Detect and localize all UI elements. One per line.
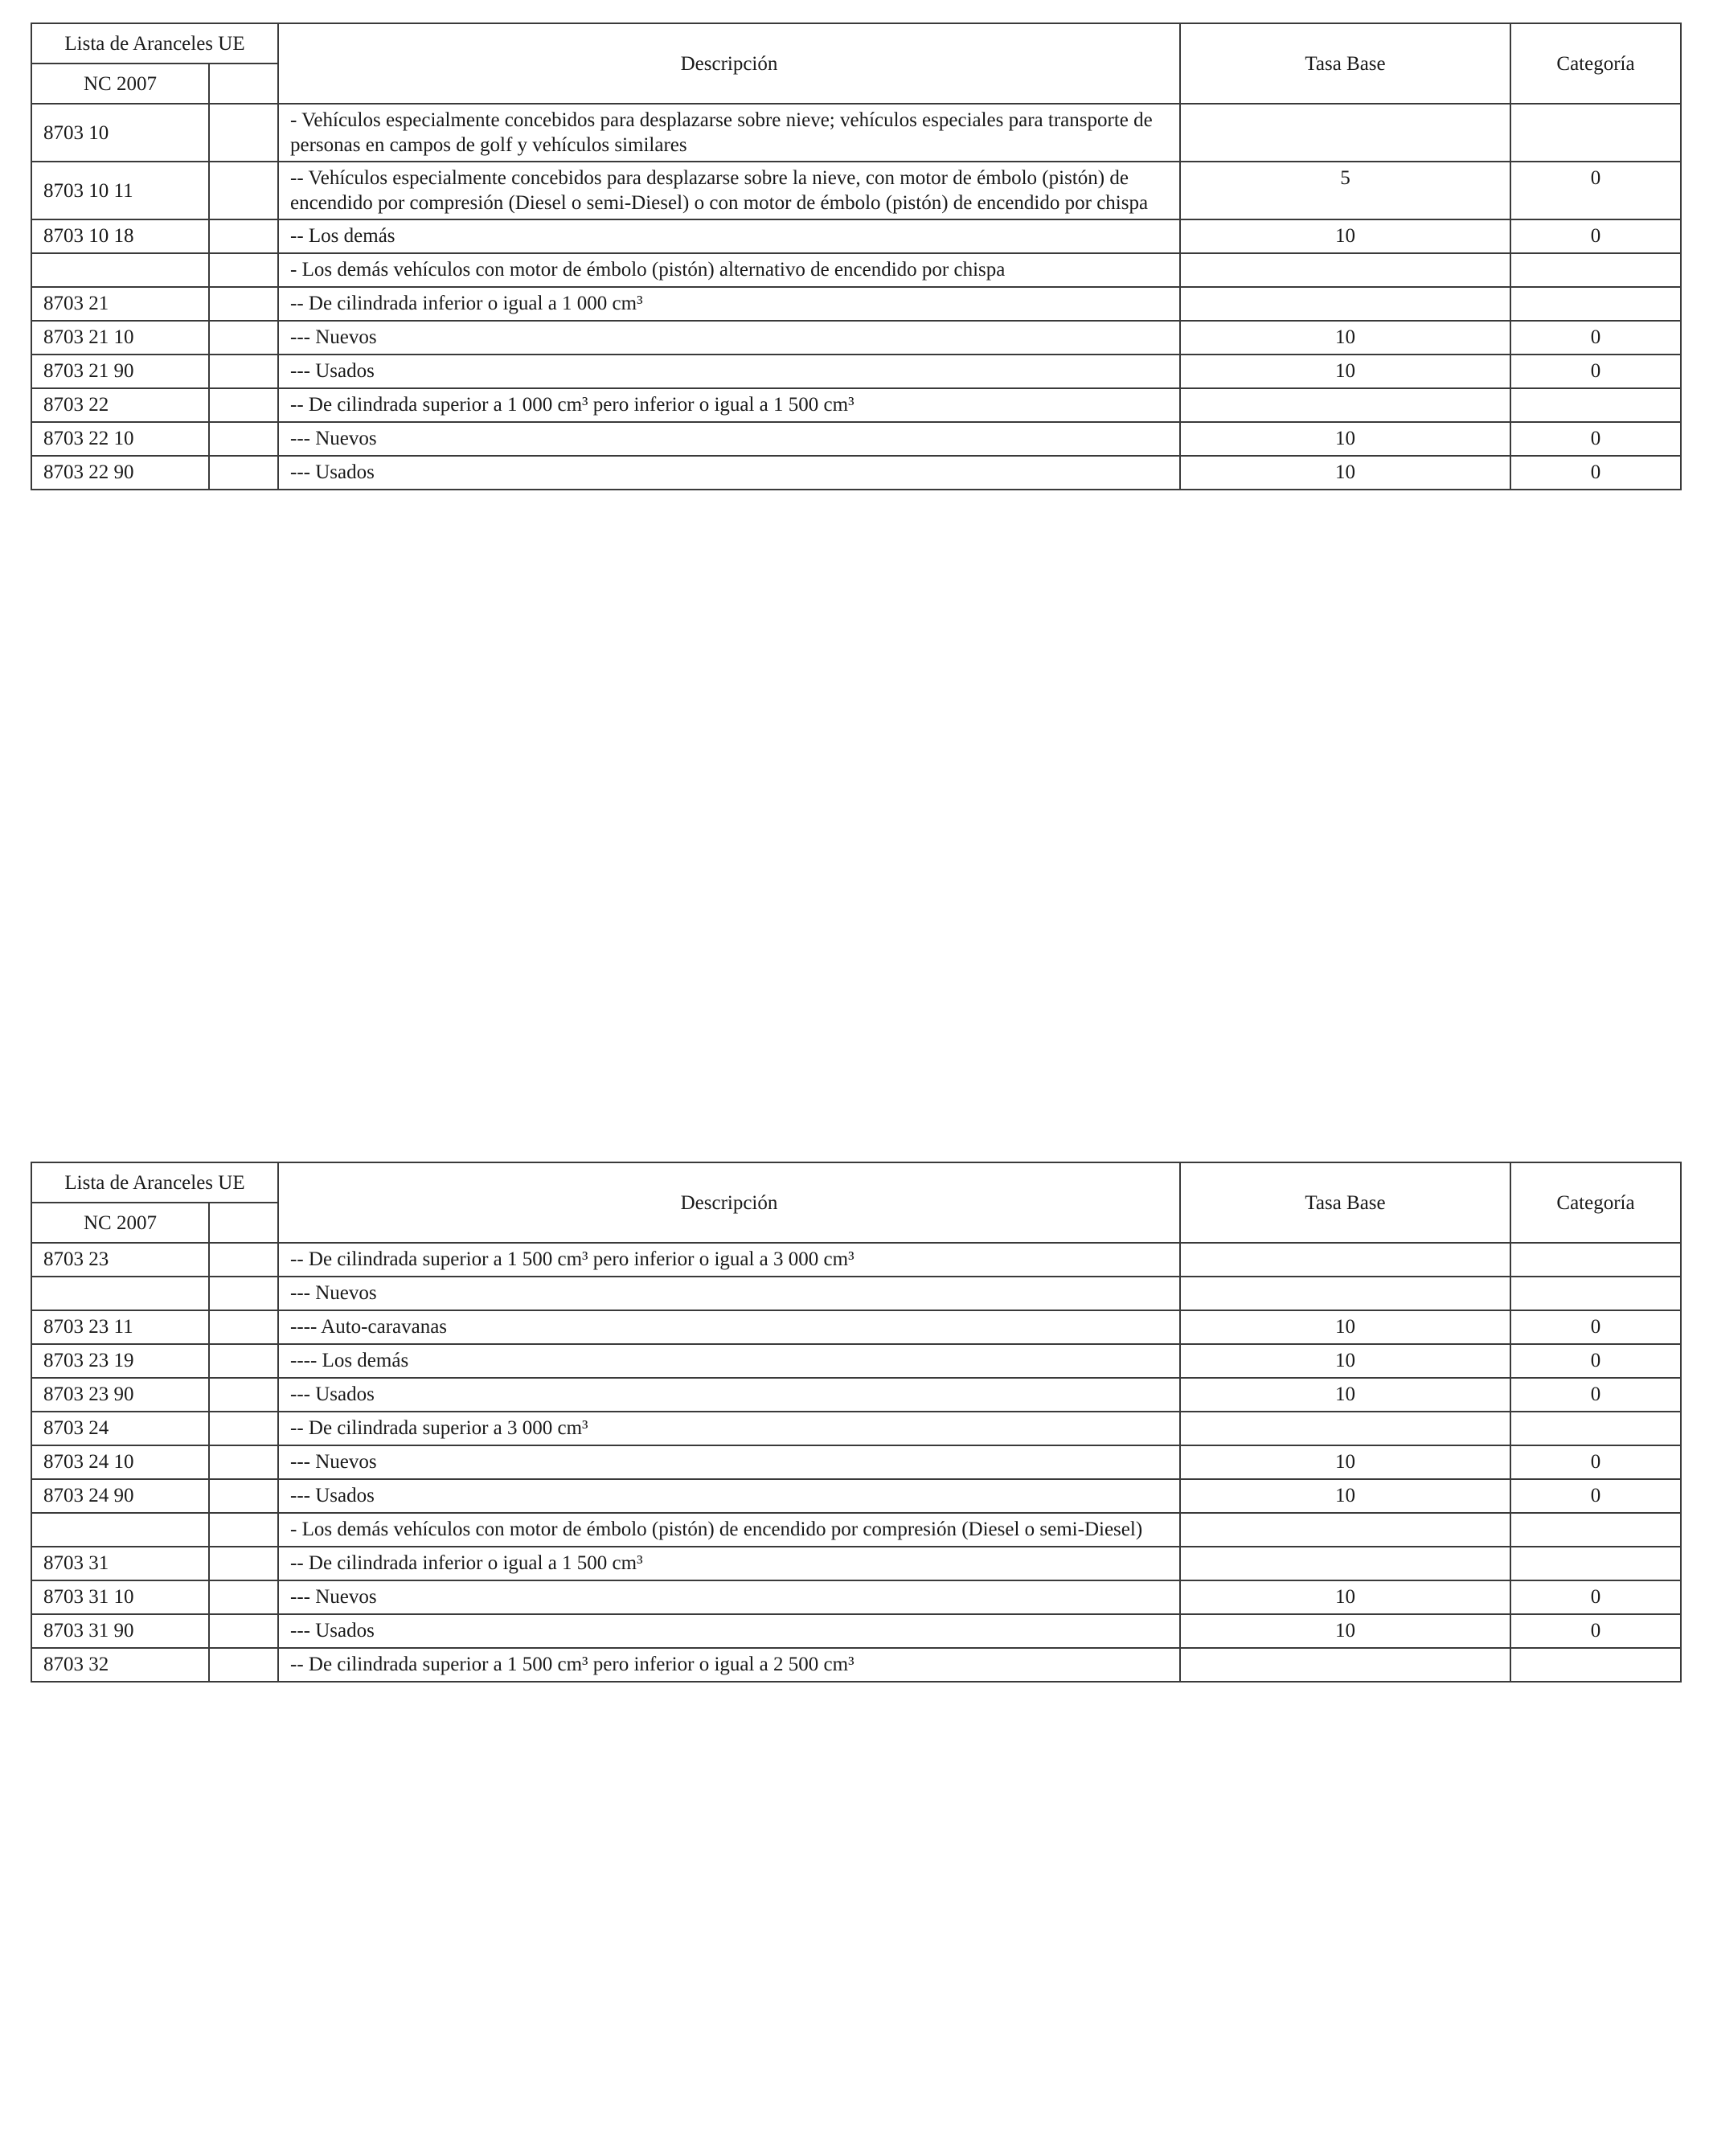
nc-code-cell: 8703 23 19	[31, 1344, 209, 1378]
nc-code-cell	[31, 1277, 209, 1310]
category-cell	[1510, 287, 1681, 321]
header-nc-label: NC 2007	[31, 1203, 209, 1243]
nc-extra-cell	[209, 1277, 278, 1310]
header-category: Categoría	[1510, 23, 1681, 104]
header-row-top	[31, 23, 1681, 64]
description-cell: --- Nuevos	[278, 1580, 1180, 1614]
nc-code-cell	[31, 1513, 209, 1547]
table-row	[31, 1310, 1681, 1344]
table-row	[31, 1378, 1681, 1412]
base-rate-cell	[1180, 253, 1510, 287]
nc-code-cell: 8703 10 18	[31, 219, 209, 253]
category-cell	[1510, 1513, 1681, 1547]
nc-extra-cell	[209, 1513, 278, 1547]
nc-extra-cell	[209, 287, 278, 321]
base-rate-cell: 10	[1180, 1378, 1510, 1412]
header-nc-blank	[209, 64, 278, 104]
category-cell: 0	[1510, 219, 1681, 253]
base-rate-cell: 10	[1180, 456, 1510, 490]
nc-extra-cell	[209, 253, 278, 287]
base-rate-cell: 10	[1180, 1580, 1510, 1614]
category-cell	[1510, 104, 1681, 162]
description-cell: --- Usados	[278, 456, 1180, 490]
nc-extra-cell	[209, 456, 278, 490]
description-cell: -- De cilindrada inferior o igual a 1 000 cm³	[278, 287, 1180, 321]
base-rate-cell	[1180, 1277, 1510, 1310]
nc-code-cell: 8703 23	[31, 1243, 209, 1277]
base-rate-cell	[1180, 1648, 1510, 1682]
base-rate-cell	[1180, 1243, 1510, 1277]
table-row	[31, 1513, 1681, 1547]
base-rate-cell: 10	[1180, 355, 1510, 388]
tariff-table-1-body	[31, 23, 1681, 490]
nc-extra-cell	[209, 1614, 278, 1648]
nc-extra-cell	[209, 422, 278, 456]
base-rate-cell: 10	[1180, 321, 1510, 355]
category-cell: 0	[1510, 162, 1681, 219]
description-cell: - Los demás vehículos con motor de émbolo (pistón) de encendido por compresión (Diesel o semi-Diesel)	[278, 1513, 1180, 1547]
nc-code-cell: 8703 21 90	[31, 355, 209, 388]
base-rate-cell: 10	[1180, 1344, 1510, 1378]
nc-code-cell: 8703 24	[31, 1412, 209, 1445]
header-description: Descripción	[278, 23, 1180, 104]
description-cell: --- Nuevos	[278, 422, 1180, 456]
category-cell	[1510, 253, 1681, 287]
category-cell: 0	[1510, 456, 1681, 490]
table-row	[31, 355, 1681, 388]
description-cell: -- De cilindrada superior a 1 500 cm³ pero inferior o igual a 3 000 cm³	[278, 1243, 1180, 1277]
base-rate-cell	[1180, 1513, 1510, 1547]
category-cell: 0	[1510, 1479, 1681, 1513]
base-rate-cell: 10	[1180, 219, 1510, 253]
nc-extra-cell	[209, 1479, 278, 1513]
category-cell	[1510, 388, 1681, 422]
nc-code-cell: 8703 23 11	[31, 1310, 209, 1344]
description-cell: ---- Auto-caravanas	[278, 1310, 1180, 1344]
tariff-table-2	[31, 1162, 1682, 1683]
description-cell: -- De cilindrada superior a 1 500 cm³ pero inferior o igual a 2 500 cm³	[278, 1648, 1180, 1682]
table-row	[31, 1412, 1681, 1445]
table-row	[31, 104, 1681, 162]
nc-code-cell: 8703 22 90	[31, 456, 209, 490]
nc-extra-cell	[209, 388, 278, 422]
table-row	[31, 1445, 1681, 1479]
nc-extra-cell	[209, 104, 278, 162]
table-row	[31, 1243, 1681, 1277]
base-rate-cell: 10	[1180, 1614, 1510, 1648]
nc-code-cell	[31, 253, 209, 287]
description-cell: --- Nuevos	[278, 1445, 1180, 1479]
table-row	[31, 1648, 1681, 1682]
base-rate-cell: 10	[1180, 1445, 1510, 1479]
nc-extra-cell	[209, 1580, 278, 1614]
nc-code-cell: 8703 21	[31, 287, 209, 321]
nc-extra-cell	[209, 1547, 278, 1580]
header-list-title: Lista de Aranceles UE	[31, 1162, 278, 1203]
header-description: Descripción	[278, 1162, 1180, 1243]
header-base-rate: Tasa Base	[1180, 23, 1510, 104]
header-nc-blank	[209, 1203, 278, 1243]
table-row	[31, 162, 1681, 219]
table-row	[31, 456, 1681, 490]
table-row	[31, 287, 1681, 321]
nc-extra-cell	[209, 1344, 278, 1378]
category-cell	[1510, 1277, 1681, 1310]
description-cell: -- Vehículos especialmente concebidos para desplazarse sobre la nieve, con motor de émbolo (pistón) de encendido por compresión (Diesel o semi-Diesel) o con motor de émbolo (pistón) de encendido por chispa	[278, 162, 1180, 219]
nc-extra-cell	[209, 1243, 278, 1277]
nc-code-cell: 8703 24 90	[31, 1479, 209, 1513]
table-row	[31, 422, 1681, 456]
description-cell: -- Los demás	[278, 219, 1180, 253]
description-cell: --- Usados	[278, 355, 1180, 388]
nc-code-cell: 8703 24 10	[31, 1445, 209, 1479]
nc-code-cell: 8703 31	[31, 1547, 209, 1580]
base-rate-cell	[1180, 1412, 1510, 1445]
description-cell: -- De cilindrada superior a 3 000 cm³	[278, 1412, 1180, 1445]
table-row	[31, 1344, 1681, 1378]
nc-code-cell: 8703 31 10	[31, 1580, 209, 1614]
nc-code-cell: 8703 31 90	[31, 1614, 209, 1648]
base-rate-cell: 5	[1180, 162, 1510, 219]
category-cell: 0	[1510, 1344, 1681, 1378]
nc-code-cell: 8703 21 10	[31, 321, 209, 355]
base-rate-cell: 10	[1180, 1310, 1510, 1344]
base-rate-cell	[1180, 287, 1510, 321]
nc-code-cell: 8703 22 10	[31, 422, 209, 456]
header-nc-label: NC 2007	[31, 64, 209, 104]
category-cell: 0	[1510, 321, 1681, 355]
table-row	[31, 1614, 1681, 1648]
table-row	[31, 253, 1681, 287]
tariff-table-2-body	[31, 1162, 1681, 1682]
category-cell: 0	[1510, 1580, 1681, 1614]
description-cell: --- Usados	[278, 1378, 1180, 1412]
nc-extra-cell	[209, 1378, 278, 1412]
nc-extra-cell	[209, 219, 278, 253]
nc-code-cell: 8703 23 90	[31, 1378, 209, 1412]
table-row	[31, 1580, 1681, 1614]
header-row-top	[31, 1162, 1681, 1203]
category-cell: 0	[1510, 355, 1681, 388]
description-cell: --- Nuevos	[278, 1277, 1180, 1310]
description-cell: ---- Los demás	[278, 1344, 1180, 1378]
nc-extra-cell	[209, 355, 278, 388]
nc-extra-cell	[209, 1445, 278, 1479]
tariff-table-1	[31, 23, 1682, 490]
description-cell: --- Nuevos	[278, 321, 1180, 355]
nc-extra-cell	[209, 162, 278, 219]
category-cell	[1510, 1412, 1681, 1445]
base-rate-cell	[1180, 388, 1510, 422]
nc-extra-cell	[209, 321, 278, 355]
base-rate-cell: 10	[1180, 1479, 1510, 1513]
description-cell: - Los demás vehículos con motor de émbolo (pistón) alternativo de encendido por chispa	[278, 253, 1180, 287]
description-cell: -- De cilindrada inferior o igual a 1 500 cm³	[278, 1547, 1180, 1580]
nc-extra-cell	[209, 1648, 278, 1682]
nc-code-cell: 8703 22	[31, 388, 209, 422]
nc-code-cell: 8703 10 11	[31, 162, 209, 219]
category-cell	[1510, 1648, 1681, 1682]
category-cell: 0	[1510, 1445, 1681, 1479]
category-cell	[1510, 1547, 1681, 1580]
table-row	[31, 388, 1681, 422]
nc-code-cell: 8703 10	[31, 104, 209, 162]
base-rate-cell	[1180, 1547, 1510, 1580]
nc-extra-cell	[209, 1412, 278, 1445]
category-cell	[1510, 1243, 1681, 1277]
table-row	[31, 321, 1681, 355]
base-rate-cell: 10	[1180, 422, 1510, 456]
nc-code-cell: 8703 32	[31, 1648, 209, 1682]
table-row	[31, 1547, 1681, 1580]
category-cell: 0	[1510, 1614, 1681, 1648]
nc-extra-cell	[209, 1310, 278, 1344]
table-row	[31, 1479, 1681, 1513]
category-cell: 0	[1510, 1378, 1681, 1412]
header-category: Categoría	[1510, 1162, 1681, 1243]
description-cell: --- Usados	[278, 1614, 1180, 1648]
category-cell: 0	[1510, 422, 1681, 456]
description-cell: -- De cilindrada superior a 1 000 cm³ pero inferior o igual a 1 500 cm³	[278, 388, 1180, 422]
category-cell: 0	[1510, 1310, 1681, 1344]
description-cell: --- Usados	[278, 1479, 1180, 1513]
base-rate-cell	[1180, 104, 1510, 162]
header-list-title: Lista de Aranceles UE	[31, 23, 278, 64]
description-cell: - Vehículos especialmente concebidos para desplazarse sobre nieve; vehículos especiales para transporte de personas en campos de golf y vehículos similares	[278, 104, 1180, 162]
table-row	[31, 219, 1681, 253]
table-row	[31, 1277, 1681, 1310]
header-base-rate: Tasa Base	[1180, 1162, 1510, 1243]
